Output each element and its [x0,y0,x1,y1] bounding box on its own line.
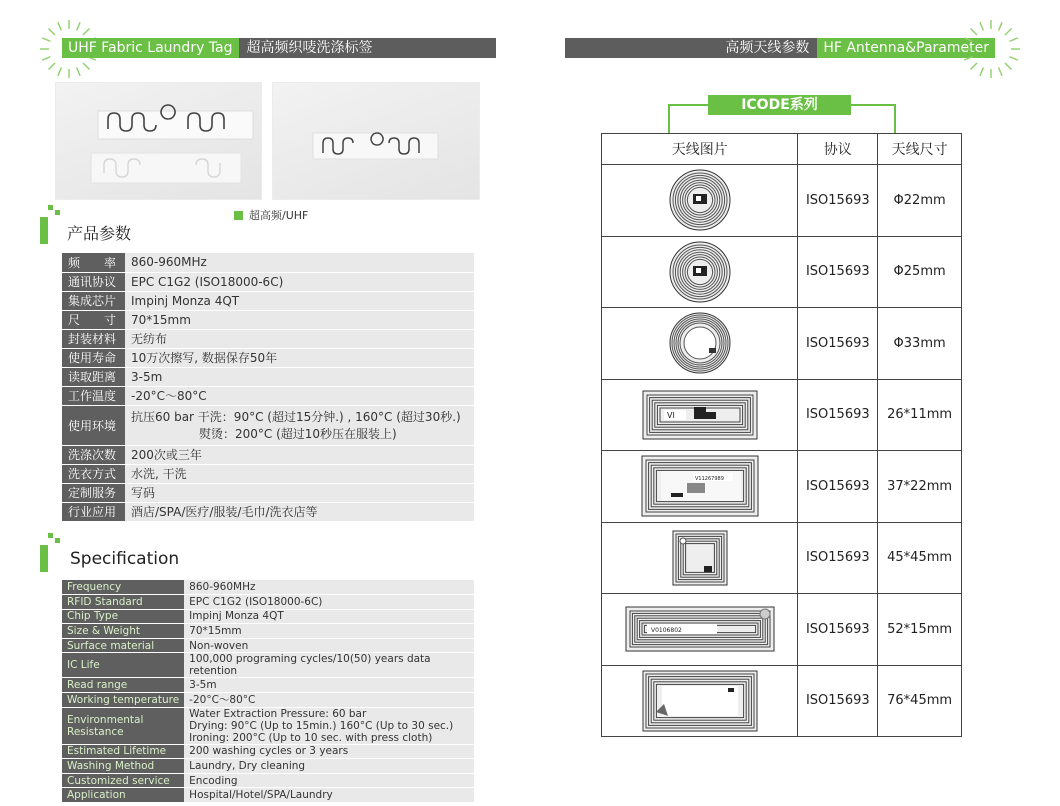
en-spec-table [62,580,474,803]
col-antenna-image: 天线图片 [602,134,798,165]
antenna-size: 37*22mm [878,451,962,523]
en-spec-row [62,693,474,708]
en-spec-value-line: Hospital/Hotel/SPA/Laundry [189,789,333,802]
cn-spec-value [125,502,474,521]
antenna-size: Φ22mm [878,165,962,237]
en-spec-key: IC Life [62,653,184,678]
right-header [565,38,995,58]
en-spec-key: RFID Standard [62,595,184,610]
en-spec-key: Surface material [62,638,184,653]
en-spec-value [184,744,474,759]
cn-spec-value-line: -20°C～80°C [131,389,207,403]
cn-spec-value [125,272,474,291]
en-spec-value [184,580,474,595]
cn-spec-key: 集成芯片 [62,291,125,310]
en-spec-value-line: Laundry, Dry cleaning [189,760,306,773]
cn-spec-row [62,464,474,483]
right-header-cn: 高频天线参数 [565,38,817,58]
en-spec-row [62,773,474,788]
cn-spec-row [62,291,474,310]
cn-spec-row [62,405,474,445]
cn-spec-value-line: 无纺布 [131,332,168,346]
en-spec-row [62,638,474,653]
cn-spec-key: 定制服务 [62,483,125,502]
cn-spec-table [62,253,474,522]
cn-spec-value [125,253,474,272]
en-spec-row [62,624,474,639]
right-header-en: HF Antenna&Parameter [817,38,995,58]
icode-series-label: ICODE系列 [708,95,851,115]
antenna-inlay-icon [625,606,775,652]
en-spec-value [184,759,474,774]
cn-spec-value [125,367,474,386]
section-mark-icon [40,205,70,245]
en-spec-value-line: 3-5m [189,679,217,692]
svg-text:V0106802: V0106802 [650,627,682,635]
left-header-cn: 超高频织唛洗涤标签 [239,38,496,58]
tag-photo-1 [55,82,262,200]
en-spec-value-line: Drying: 90°C (Up to 15min.) 160°C (Up to 30 sec.) [189,719,454,732]
en-spec-value [184,788,474,803]
en-spec-value [184,595,474,610]
cn-spec-value-line: 熨烫：200°C (超过10秒压在服装上) [199,427,397,441]
antenna-protocol: ISO15693 [798,594,878,666]
cn-spec-value [125,445,474,464]
antenna-row [602,308,962,380]
en-spec-row [62,595,474,610]
antenna-row [602,165,962,237]
en-spec-key: Size & Weight [62,624,184,639]
cn-spec-key: 使用环境 [62,405,125,445]
antenna-image-cell [602,165,798,237]
cn-spec-value [125,291,474,310]
cn-spec-value [125,310,474,329]
en-spec-value-line: 100,000 programing cycles/10(50) years data retention [189,653,431,678]
cn-spec-value-line: 200次或三年 [131,448,202,462]
antenna-row [602,594,962,666]
en-spec-value [184,678,474,693]
en-spec-value [184,624,474,639]
en-spec-row [62,759,474,774]
tag-photo-2 [272,82,480,200]
svg-text:V11267989: V11267989 [694,476,724,483]
cn-spec-value-line: 写码 [131,486,156,500]
antenna-size: Φ33mm [878,308,962,380]
antenna-size: Φ25mm [878,236,962,308]
cn-spec-value-line: Impinj Monza 4QT [131,293,240,308]
en-spec-value-line: Non-woven [189,639,249,652]
en-spec-key: Read range [62,678,184,693]
antenna-protocol: ISO15693 [798,308,878,380]
cn-spec-row [62,310,474,329]
left-header [62,38,496,58]
antenna-inlay-icon [641,455,759,517]
en-spec-value-line: -20°C～80°C [189,693,256,706]
antenna-inlay-icon [672,530,728,586]
en-spec-key: Estimated Lifetime [62,744,184,759]
antenna-size: 45*45mm [878,522,962,594]
antenna-image-cell [602,379,798,451]
antenna-protocol: ISO15693 [798,165,878,237]
cn-spec-title: 产品参数 [67,224,132,243]
antenna-size: 76*45mm [878,665,962,737]
en-spec-value-line: Encoding [189,774,238,787]
cn-spec-value [125,405,474,445]
antenna-image-cell [602,594,798,666]
en-spec-value [184,773,474,788]
cn-spec-row [62,483,474,502]
en-spec-value-line: 200 washing cycles or 3 years [189,745,349,758]
en-spec-value [184,693,474,708]
cn-spec-row [62,253,474,272]
en-spec-value-line: 70*15mm [189,625,242,638]
photo-caption-text: 超高频/UHF [249,209,309,222]
en-spec-row [62,653,474,678]
en-spec-value-line: 860-960MHz [189,581,256,594]
cn-spec-value-line: 10万次擦写, 数据保存50年 [131,351,278,365]
antenna-size: 52*15mm [878,594,962,666]
antenna-image-cell [602,665,798,737]
antenna-protocol: ISO15693 [798,665,878,737]
antenna-row [602,451,962,523]
antenna-inlay-icon [642,390,758,440]
cn-spec-key: 频 率 [62,253,125,272]
en-spec-key: Environmental Resistance [62,707,184,744]
antenna-protocol: ISO15693 [798,379,878,451]
cn-spec-value-line: 860-960MHz [131,255,207,270]
en-spec-value [184,609,474,624]
sunburst-right-icon [960,18,1022,80]
antenna-inlay-icon [669,169,731,231]
cn-spec-row [62,445,474,464]
antenna-image-cell [602,522,798,594]
cn-spec-value-line: 70*15mm [131,312,191,327]
cn-spec-value-line: 水洗, 干洗 [131,467,187,481]
cn-spec-row [62,329,474,348]
en-spec-row [62,788,474,803]
en-spec-value-line: Impinj Monza 4QT [189,610,284,623]
en-spec-row [62,678,474,693]
antenna-protocol: ISO15693 [798,451,878,523]
antenna-inlay-icon [669,241,731,303]
antenna-row [602,522,962,594]
antenna-image-cell [602,308,798,380]
antenna-row [602,236,962,308]
antenna-image-cell [602,451,798,523]
cn-spec-value [125,464,474,483]
laundry-tag-illustration-icon [273,83,481,201]
en-spec-row [62,744,474,759]
antenna-protocol: ISO15693 [798,236,878,308]
antenna-row [602,379,962,451]
cn-spec-value [125,483,474,502]
col-protocol: 协议 [798,134,878,165]
antenna-inlay-icon [669,312,731,374]
en-spec-key: Frequency [62,580,184,595]
en-spec-value [184,638,474,653]
photo-caption [234,207,308,223]
en-spec-row [62,609,474,624]
section-mark-icon [40,533,70,573]
en-spec-value-line: EPC C1G2 (ISO18000-6C) [189,595,323,608]
en-spec-title: Specification [70,549,180,569]
antenna-table [601,133,962,737]
en-spec-row [62,580,474,595]
cn-spec-key: 行业应用 [62,502,125,521]
cn-spec-key: 尺 寸 [62,310,125,329]
cn-spec-row [62,272,474,291]
en-spec-key: Chip Type [62,609,184,624]
laundry-tag-illustration-icon [56,83,263,201]
cn-spec-row [62,386,474,405]
cn-spec-value [125,329,474,348]
en-spec-value-line: Water Extraction Pressure: 60 bar [189,707,367,720]
en-spec-key: Washing Method [62,759,184,774]
cn-spec-row [62,348,474,367]
en-spec-value [184,707,474,744]
cn-spec-value-line: 抗压60 bar 干洗：90°C (超过15分钟.) , 160°C (超过30秒.) [131,410,461,424]
cn-spec-value-line: 酒店/SPA/医疗/服装/毛巾/洗衣店等 [131,505,318,519]
en-spec-key: Working temperature [62,693,184,708]
antenna-row [602,665,962,737]
cn-spec-key: 通讯协议 [62,272,125,291]
antenna-size: 26*11mm [878,379,962,451]
cn-spec-row [62,367,474,386]
left-header-en: UHF Fabric Laundry Tag [62,38,239,58]
en-spec-row [62,707,474,744]
cn-spec-value-line: 3-5m [131,369,163,384]
en-spec-key: Application [62,788,184,803]
col-size: 天线尺寸 [878,134,962,165]
cn-spec-key: 洗涤次数 [62,445,125,464]
antenna-protocol: ISO15693 [798,522,878,594]
antenna-inlay-icon [642,670,758,732]
en-spec-key: Customized service [62,773,184,788]
svg-text:VI: VI [666,410,675,420]
cn-spec-value [125,386,474,405]
cn-spec-key: 使用寿命 [62,348,125,367]
green-square-icon [234,211,243,220]
en-spec-value-line: Ironing: 200°C (Up to 10 sec. with press cloth) [189,731,433,744]
cn-spec-value [125,348,474,367]
antenna-image-cell [602,236,798,308]
cn-spec-value-line: EPC C1G2 (ISO18000-6C) [131,274,284,289]
en-spec-value [184,653,474,678]
cn-spec-key: 洗衣方式 [62,464,125,483]
cn-spec-key: 读取距离 [62,367,125,386]
cn-spec-key: 封装材料 [62,329,125,348]
cn-spec-row [62,502,474,521]
cn-spec-key: 工作温度 [62,386,125,405]
